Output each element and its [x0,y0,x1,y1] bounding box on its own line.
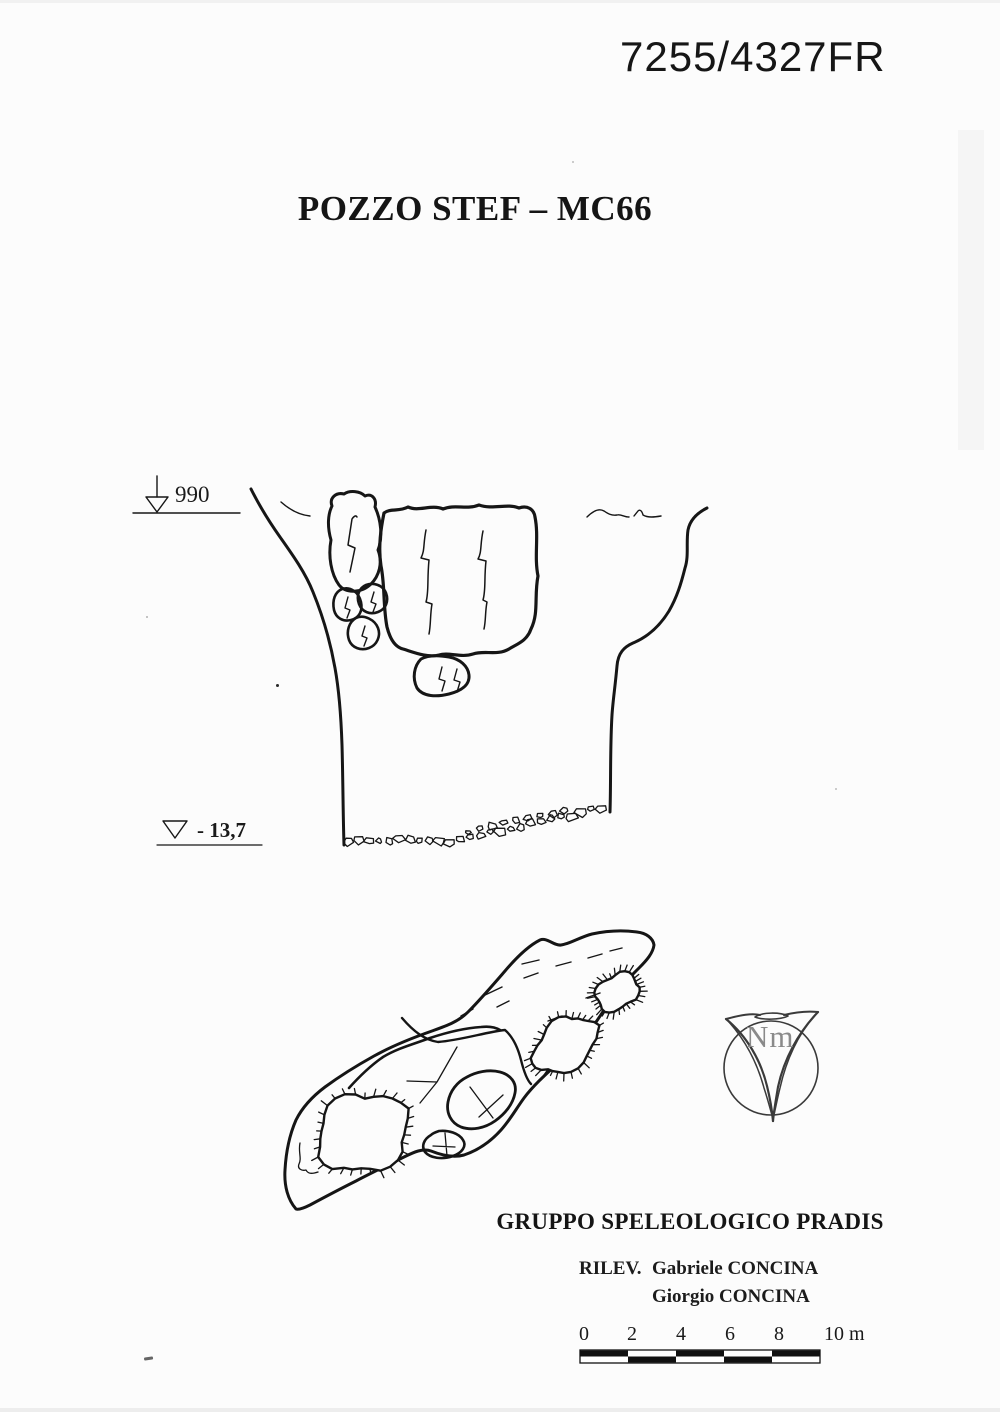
elevation-label: 990 [175,482,210,507]
scale-tick-label: 8 [774,1323,784,1345]
scale-tick-label: 4 [676,1323,686,1345]
elevation-marker-icon [133,476,240,513]
depth-marker-icon [157,821,262,845]
surveyor-name: Giorgio CONCINA [652,1286,810,1307]
scale-tick-label: 2 [627,1323,637,1345]
scale-tick-label: 0 [579,1323,589,1345]
surveyor-name: Gabriele CONCINA [652,1258,819,1279]
section-view-drawing [133,476,707,847]
surveyed-by-label: RILEV. [579,1258,642,1279]
survey-code: 7255/4327FR [620,33,886,80]
scale-end-label: 10 m [824,1323,865,1345]
group-name: GRUPPO SPELEOLOGICO PRADIS [496,1209,884,1234]
page-title: POZZO STEF – MC66 [297,189,653,228]
north-arrow-icon [724,1012,818,1121]
plan-view-drawing [285,931,654,1209]
scale-tick-label: 6 [725,1323,735,1345]
depth-label: - 13,7 [197,818,246,842]
north-label: Nm [746,1019,795,1054]
rubble-floor [343,806,606,847]
scale-bar-graphic [580,1350,820,1363]
